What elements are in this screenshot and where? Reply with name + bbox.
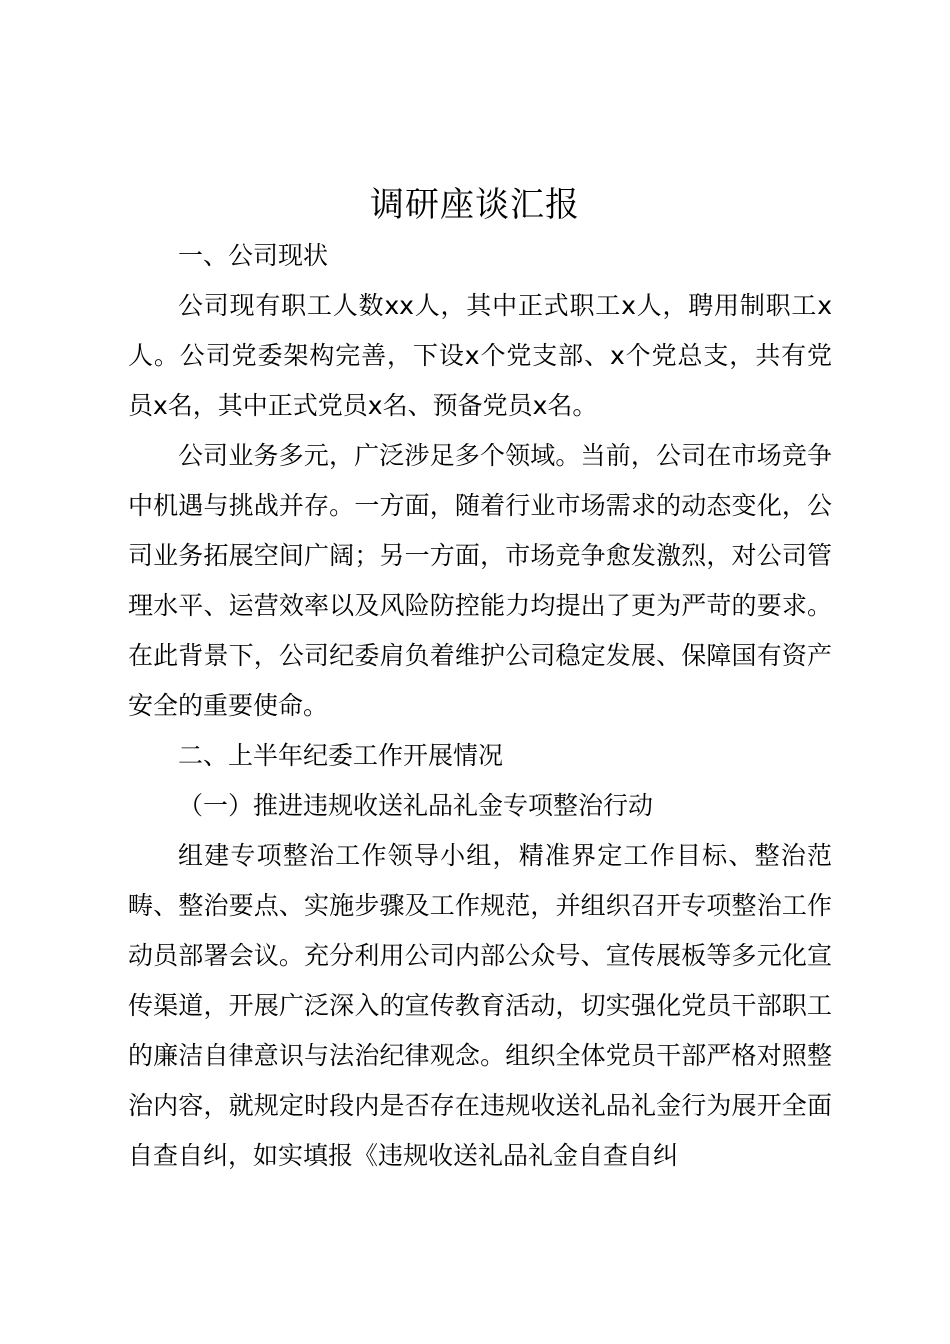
paragraph-rectification-details: 组建专项整治工作领导小组，精准界定工作目标、整治范畴、整治要点、实施步骤及工作规范，并组织召开专项整治工作动员部署会议。充分利用公司内部公众号、宣传展板等多元化宣传渠道，开展广泛深入的宣传教育活动，切实强化党员干部职工的廉洁自律意识与法治纪律观念。组织全体党员干部严格对照整治内容，就规定时段内是否存在违规收送礼品礼金行为展开全面自查自纠，如实填报《违规收送礼品礼金自查自纠 [128,841,832,1170]
heading-work-progress: 二、上半年纪委工作开展情况 [178,741,504,770]
paragraph-business-overview: 公司业务多元，广泛涉足多个领域。当前，公司在市场竞争中机遇与挑战并存。一方面，随着行业市场需求的动态变化，公司业务拓展空间广阔；另一方面，市场竞争愈发激烈，对公司管理水平、运营效率以及风险防控能力均提出了更为严苛的要求。在此背景下，公司纪委肩负着维护公司稳定发展、保障国有资产安全的重要使命。 [128,441,832,720]
subheading-gift-rectification: （一）推进违规收送礼品礼金专项整治行动 [178,791,654,820]
document-title: 调研座谈汇报 [370,185,580,225]
document-body [128,231,832,1181]
paragraph-staff-overview: 公司现有职工人数xx人，其中正式职工x人，聘用制职工x人。公司党委架构完善，下设x个党支部、x个党总支，共有党员x名，其中正式党员x名、预备党员x名。 [128,291,832,420]
heading-company-status: 一、公司现状 [178,241,329,270]
